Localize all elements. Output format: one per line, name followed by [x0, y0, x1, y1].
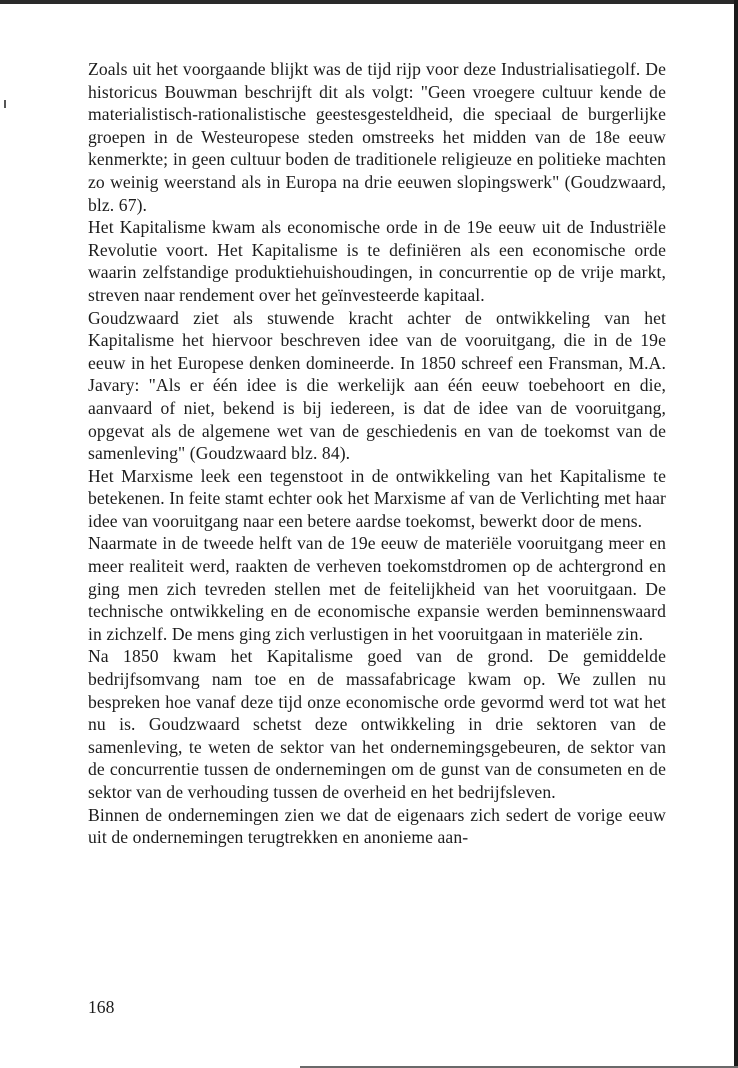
- body-text: [88, 58, 666, 849]
- page-number: 168: [88, 997, 115, 1017]
- paragraph-na-1850: Na 1850 kwam het Kapitalisme goed van de grond. De gemiddelde bedrijfsomvang nam toe en de massafabricage kwam op. We zullen nu bespreken hoe vanaf deze tijd onze economische orde gevormd werd tot wat het nu is. Goudzwaard schetst deze ontwikkeling in drie sektoren van de samenleving, te weten de sektor van het ondernemingsgebeuren, de sektor van de concurrentie tussen de ondernemingen om de gunst van de consumeten en de sektor van de verhouding tussen de overheid en het bedrijfsleven.: [88, 646, 666, 802]
- paragraph-kapitalisme-definitie: Het Kapitalisme kwam als economische orde in de 19e eeuw uit de Industriële Revolutie voort. Het Kapitalisme is te definiëren als een economische orde waarin zelfstandige produktiehuishoudingen, in concurrentie op de vrije markt, streven naar rendement over het geïnvesteerde kapitaal.: [88, 217, 666, 305]
- paragraph-vooruitgang: Goudzwaard ziet als stuwende kracht achter de ontwikkeling van het Kapitalisme het hiervoor beschreven idee van de vooruitgang, die in de 19e eeuw in het Europese denken domineerde. In 1850 schreef een Fransman, M.A. Javary: "Als er één idee is die werkelijk aan één eeuw toebehoort en die, aanvaard of niet, bekend is bij iedereen, is dat de idee van de vooruitgang, opgevat als de algemene wet van de geschiedenis en van de toekomst van de samenleving" (Goudzwaard blz. 84).: [88, 307, 666, 464]
- paragraph-materiele-vooruitgang: Naarmate in de tweede helft van de 19e eeuw de materiële vooruitgang meer en meer realiteit werd, raakten de verheven toekomstdromen op de achtergrond en ging men zich tevreden stellen met de feitelijkheid van het vooruitgaan. De technische ontwikkeling en de economische expansie werden beminnenswaard in zichzelf. De mens ging zich verlustigen in het vooruitgaan in materiële zin.: [88, 533, 666, 644]
- paragraph-industrialisatiegolf: Zoals uit het voorgaande blijkt was de tijd rijp voor deze Industrialisatiegolf. De historicus Bouwman beschrijft dit als volgt: "Geen vroegere cultuur kende de materialistisch-rationalistische geestesgesteldheid, die speciaal de burgerlijke groepen in de Westeuropese steden omstreeks het midden van de 18e eeuw kenmerkte; in geen cultuur boden de traditionele religieuze en politieke machten zo weinig weerstand als in Europa na drie eeuwen slopingswerk" (Goudzwaard, blz. 67).: [88, 59, 666, 215]
- paragraph-ondernemingen: Binnen de ondernemingen zien we dat de eigenaars zich sedert de vorige eeuw uit de ondernemingen terugtrekken en anonieme aan-: [88, 804, 666, 848]
- scan-edge-right: [734, 0, 738, 1068]
- margin-mark: [4, 100, 6, 108]
- paragraph-marxisme: Het Marxisme leek een tegenstoot in de ontwikkeling van het Kapitalisme te betekenen. In feite stamt echter ook het Marxisme af van de Verlichting met haar idee van vooruitgang naar een betere aardse toekomst, bewerkt door de mens.: [88, 465, 666, 531]
- scan-edge-top: [0, 0, 738, 4]
